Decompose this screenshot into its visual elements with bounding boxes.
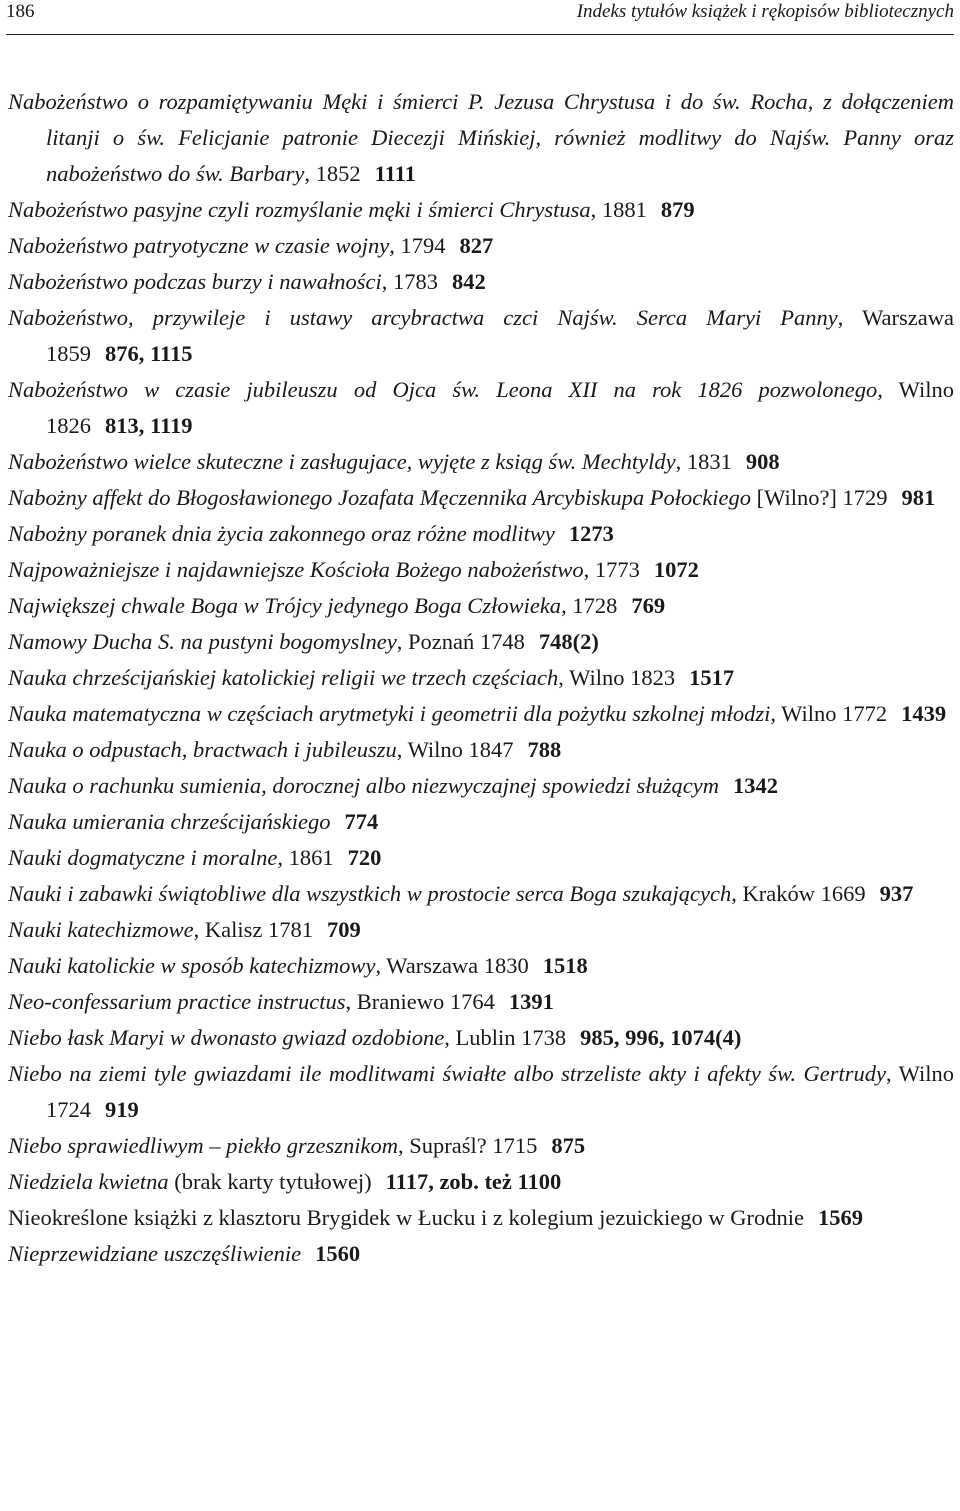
index-entry <box>8 984 954 1020</box>
index-entry <box>8 840 954 876</box>
entry-title: Nieprzewidziane uszczęśliwienie <box>8 1241 302 1266</box>
entry-reference: 709 <box>326 917 361 942</box>
entry-imprint: , 1861 <box>277 845 334 870</box>
index-entry <box>8 732 954 768</box>
entry-reference: 981 <box>901 485 936 510</box>
entry-title: Nauka o rachunku sumienia, dorocznej albo niezwyczajnej spowiedzi służącym <box>8 773 719 798</box>
index-entry <box>8 660 954 696</box>
entry-title: Nauki katechizmowe <box>8 917 194 942</box>
entry-title: Niebo sprawiedliwym – piekło grzesznikom <box>8 1133 398 1158</box>
entry-imprint: [Wilno?] 1729 <box>750 485 888 510</box>
entry-imprint: , Wilno 1823 <box>558 665 676 690</box>
entry-reference: 1439 <box>901 701 947 726</box>
entry-imprint: , 1773 <box>583 557 640 582</box>
entry-title: Niedziela kwietna <box>8 1169 169 1194</box>
entry-title: Nabożeństwo w czasie jubileuszu od Ojca św. Leona XII na rok 1826 pozwolonego <box>8 377 878 402</box>
entry-title: Nauka o odpustach, bractwach i jubileuszu <box>8 737 397 762</box>
index-entry <box>8 1200 954 1236</box>
index-entry <box>8 1056 954 1128</box>
entry-reference: 919 <box>105 1097 139 1122</box>
index-entry <box>8 372 954 444</box>
index-entry <box>8 552 954 588</box>
entry-reference: 1518 <box>542 953 588 978</box>
index-entry <box>8 300 954 372</box>
header-rule <box>6 34 954 35</box>
index-entry <box>8 1128 954 1164</box>
index-entry <box>8 480 954 516</box>
entry-reference: 1391 <box>508 989 554 1014</box>
entry-title: Nauki i zabawki świątobliwe dla wszystkich w prostocie serca Boga szukających <box>8 881 732 906</box>
entry-reference: 875 <box>551 1133 586 1158</box>
entry-title: Nabożeństwo pasyjne czyli rozmyślanie męki i śmierci Chrystusa <box>8 197 591 222</box>
entry-reference: 985, 996, 1074(4) <box>580 1025 742 1050</box>
entry-imprint: , Lublin 1738 <box>444 1025 567 1050</box>
entry-title: Nauka chrześcijańskiej katolickiej religii we trzech częściach <box>8 665 559 690</box>
index-entry <box>8 228 954 264</box>
entry-reference: 1111 <box>374 161 416 186</box>
entry-imprint: , Braniewo 1764 <box>345 989 495 1014</box>
entry-imprint: , Kalisz 1781 <box>193 917 313 942</box>
entry-imprint: , Wilno 1826 <box>46 377 954 438</box>
entry-reference: 748(2) <box>538 629 599 654</box>
index-entry <box>8 444 954 480</box>
entry-reference: 876, 1115 <box>105 341 193 366</box>
entry-imprint: , 1728 <box>561 593 618 618</box>
index-entry <box>8 948 954 984</box>
entry-reference: 1072 <box>653 557 699 582</box>
index-entry <box>8 84 954 192</box>
entry-imprint: , Wilno 1772 <box>770 701 888 726</box>
entry-imprint: , Supraśl? 1715 <box>397 1133 538 1158</box>
index-entry <box>8 516 954 552</box>
entry-reference: 879 <box>660 197 695 222</box>
entry-imprint: , 1852 <box>304 161 361 186</box>
entry-imprint: , 1783 <box>381 269 439 294</box>
entry-title: Nabożny affekt do Błogosławionego Jozafata Męczennika Arcybiskupa Połockiego <box>8 485 751 510</box>
entry-imprint: (brak karty tytułowej) <box>168 1169 372 1194</box>
entry-imprint: , 1831 <box>675 449 732 474</box>
index-entry <box>8 912 954 948</box>
index-entry <box>8 1164 954 1200</box>
entry-reference: 1342 <box>732 773 778 798</box>
entry-imprint: , Wilno 1847 <box>396 737 514 762</box>
entry-reference: 769 <box>631 593 666 618</box>
entry-reference: 1560 <box>315 1241 361 1266</box>
entry-imprint: , Poznań 1748 <box>396 629 525 654</box>
entry-reference: 1569 <box>818 1205 864 1230</box>
entry-reference: 827 <box>459 233 494 258</box>
entry-reference: 1517 <box>689 665 735 690</box>
entry-imprint: , Warszawa 1859 <box>46 305 954 366</box>
entry-title: Niebo na ziemi tyle gwiazdami ile modlitwami świałte albo strzeliste akty i afekty św. Gertrudy <box>8 1061 886 1086</box>
entry-title: Neo-confessarium practice instructus <box>8 989 346 1014</box>
entry-imprint: , Warszawa 1830 <box>375 953 529 978</box>
entry-title: Nabożny poranek dnia życia zakonnego oraz różne modlitwy <box>8 521 555 546</box>
entry-title: Namowy Ducha S. na pustyni bogomyslney <box>8 629 397 654</box>
entry-title: Nabożeństwo wielce skuteczne i zasługujace, wyjęte z ksiąg św. Mechtyldy <box>8 449 676 474</box>
entry-title: Najpoważniejsze i najdawniejsze Kościoła Bożego nabożeństwo <box>8 557 584 582</box>
index-entry <box>8 1236 954 1272</box>
entry-reference: 1117, zob. też 1100 <box>385 1169 562 1194</box>
entry-imprint: , 1794 <box>389 233 446 258</box>
entry-reference: 720 <box>347 845 382 870</box>
entry-title: Niebo łask Maryi w dwonasto gwiazd ozdobione <box>8 1025 445 1050</box>
index-entry <box>8 804 954 840</box>
entry-reference: 813, 1119 <box>105 413 193 438</box>
entry-title: Nabożeństwo, przywileje i ustawy arcybractwa czci Najśw. Serca Maryi Panny <box>8 305 838 330</box>
entry-reference: 774 <box>344 809 379 834</box>
index-entry <box>8 876 954 912</box>
page-header <box>6 0 954 32</box>
entry-title: Największej chwale Boga w Trójcy jedynego Boga Człowieka <box>8 593 562 618</box>
index-entry <box>8 696 954 732</box>
index-entry <box>8 1020 954 1056</box>
entry-title: Nabożeństwo o rozpamiętywaniu Męki i śmierci P. Jezusa Chrystusa i do św. Rocha, z dołączeniem litanji o św. Felicjanie patronie Diecezji Mińskiej, również modlitwy do Najśw. Panny oraz nabożeństwo do św. Barbary <box>8 89 954 186</box>
index-entry <box>8 588 954 624</box>
entry-imprint: Nieokreślone książki z klasztoru Brygidek w Łucku i z kolegium jezuickiego w Grodnie <box>8 1205 805 1230</box>
entry-title: Nabożeństwo patryotyczne w czasie wojny <box>8 233 390 258</box>
index-entry <box>8 264 954 300</box>
entry-imprint: , Kraków 1669 <box>731 881 866 906</box>
entry-title: Nauki katolickie w sposób katechizmowy <box>8 953 376 978</box>
entry-title: Nauki dogmatyczne i moralne <box>8 845 278 870</box>
entry-title: Nauka umierania chrześcijańskiego <box>8 809 331 834</box>
entry-reference: 908 <box>745 449 780 474</box>
index-entry <box>8 768 954 804</box>
entry-reference: 788 <box>527 737 562 762</box>
index-entry <box>8 192 954 228</box>
entry-reference: 1273 <box>568 521 614 546</box>
running-title: Indeks tytułów książek i rękopisów bibliotecznych <box>576 1 954 22</box>
entry-reference: 842 <box>452 269 486 294</box>
entry-reference: 937 <box>879 881 914 906</box>
index-entries <box>8 84 954 1272</box>
entry-imprint: , Wilno 1724 <box>46 1061 954 1122</box>
index-entry <box>8 624 954 660</box>
entry-title: Nabożeństwo podczas burzy i nawałności <box>8 269 382 294</box>
entry-title: Nauka matematyczna w częściach arytmetyki i geometrii dla pożytku szkolnej młodzi <box>8 701 771 726</box>
page-number: 186 <box>6 1 35 22</box>
entry-imprint: , 1881 <box>590 197 647 222</box>
